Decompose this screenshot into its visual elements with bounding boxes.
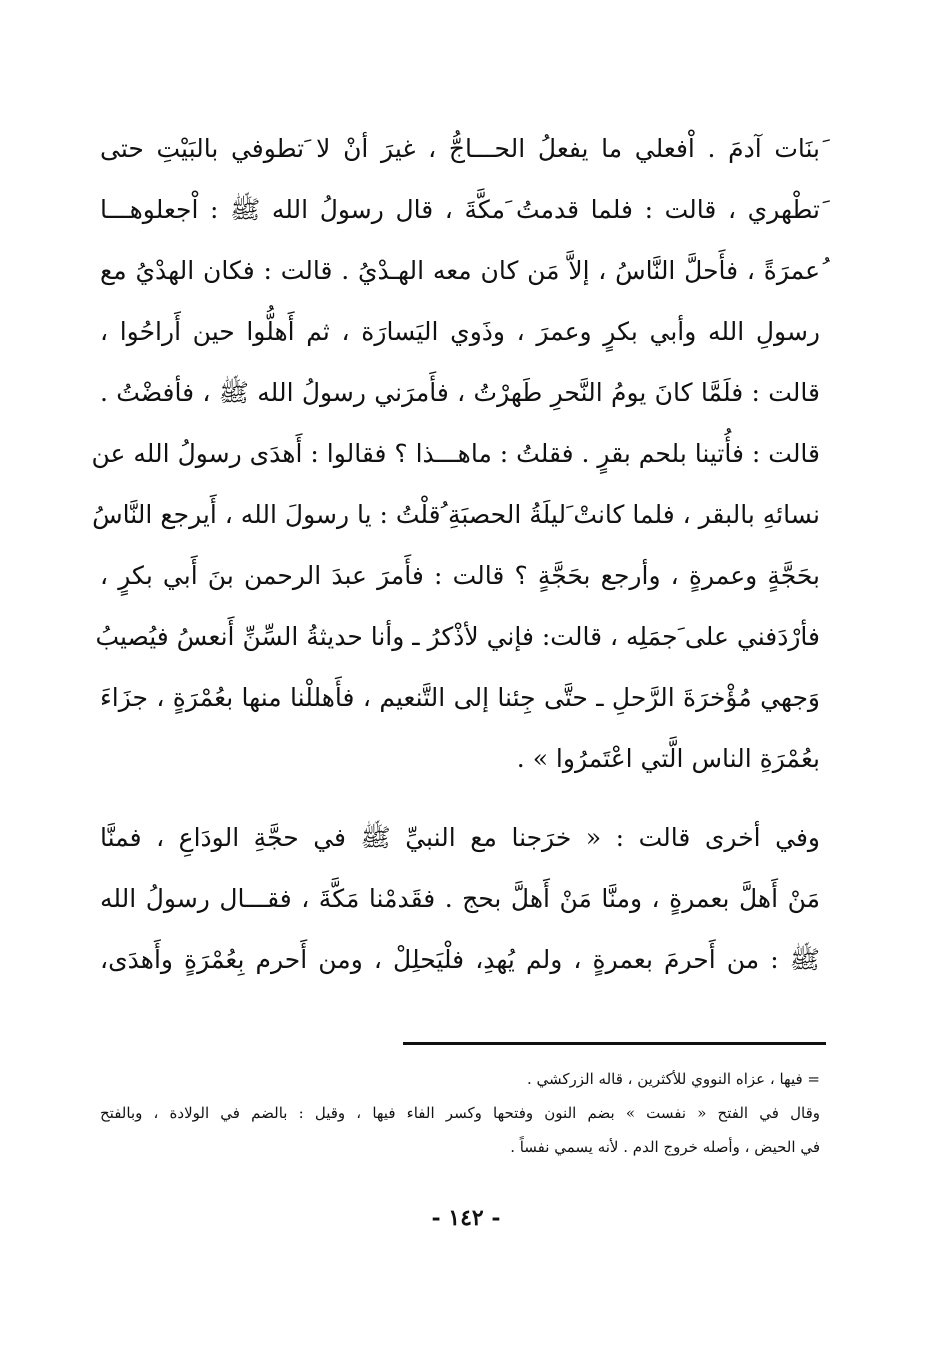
paragraph-2	[100, 807, 820, 990]
text-line: بعُمْرَةِ الناس الَّتي اعْتَمرُوا » .	[516, 744, 820, 773]
text-line: بحَجَّةٍ وعمرةٍ ، وأرجع بحَجَّةٍ ؟ قالت : فأَمرَ عبدَ الرحمن بنَ أَبي بكرٍ ،	[100, 561, 820, 590]
text-line: فأرْدَفني على َجمَلِه ، قالت: فإني لأذْكرُ ـ وأنا حديثةُ السِّنِّ أَنعسُ فيُصيبُ	[95, 622, 820, 651]
main-text	[91, 118, 820, 990]
paragraph-1	[91, 118, 820, 789]
footnotes	[100, 1062, 820, 1164]
text-line: ﷺ : من أَحرمَ بعمرةٍ ، ولم يُهدِ، فلْيَحلِلْ ، ومن أَحرم بِعُمْرَةٍ وأَهدَى،	[100, 945, 820, 974]
footnote-line: في الحيض ، وأصله خروج الدم . لأنه يسمي نفساً .	[510, 1138, 820, 1156]
text-line: رسولِ الله وأبي بكرٍ وعمرَ ، وذَوي اليَسارَة ، ثم أَهلُّوا حين أَراحُوا ،	[100, 317, 820, 346]
page-number: - ١٤٢ -	[431, 1205, 501, 1231]
text-line: َتطْهري ، قالت : فلما قدمتُ َمكَّةَ ، قال رسولُ الله ﷺ : اْجعلوهـــا	[100, 195, 820, 224]
footnote-separator-rule	[403, 1042, 826, 1045]
paragraph-gap	[100, 789, 820, 807]
text-line: قالت : فأُتينا بلحم بقرٍ . فقلتُ : ماهـــذا ؟ فقالوا : أَهدَى رسولُ الله عن	[91, 439, 820, 468]
text-line: مَنْ أَهلَّ بعمرةٍ ، ومنَّا مَنْ أَهلَّ بحج . فقَدمْنا مَكَّةَ ، فقـــال رسولُ الله	[100, 884, 820, 913]
text-line: قالت : فلَمَّا كانَ يومُ النَّحرِ طَهرْتُ ، فأَمرَني رسولُ الله ﷺ ، فأفضْتُ .	[100, 378, 820, 407]
text-line: وفي أخرى قالت : « خرَجنا مع النبيِّ ﷺ في حجَّةِ الودَاعِ ، فمنَّا	[100, 823, 820, 852]
text-line: َبنَات آدمَ . اْفعلي ما يفعلُ الحـــاجُّ ، غيرَ أنْ لا َتطوفي بالبَيْتِ حتى	[100, 134, 820, 163]
text-line: وَجهي مُؤْخرَةَ الرَّحلِ ـ حتَّى جِئنا إلى التَّنعيم ، فأَهللْنا منها بعُمْرَةٍ ، جزَاءَ	[100, 683, 820, 712]
footnote-line: وقال في الفتح « نفست » بضم النون وفتحها وكسر الفاء فيها ، وقيل : بالضم في الولادة ، وبالفتح	[100, 1104, 820, 1122]
text-line: ُعمرَةً ، فأَحلَّ النَّاسُ ، إلاَّ مَن كان معه الهـدْيُ . قالت : فكان الهدْيُ مع	[100, 256, 820, 285]
text-line: نسائهِ بالبقر ، فلما كانتْ َليلَةُ الحصبَةِ ُقلْتُ : يا رسولَ الله ، أَيرجع النَّاسُ	[92, 500, 820, 529]
footnote-line: = فيها ، عزاه النووي للأكثرين ، قاله الزركشي .	[526, 1070, 820, 1088]
